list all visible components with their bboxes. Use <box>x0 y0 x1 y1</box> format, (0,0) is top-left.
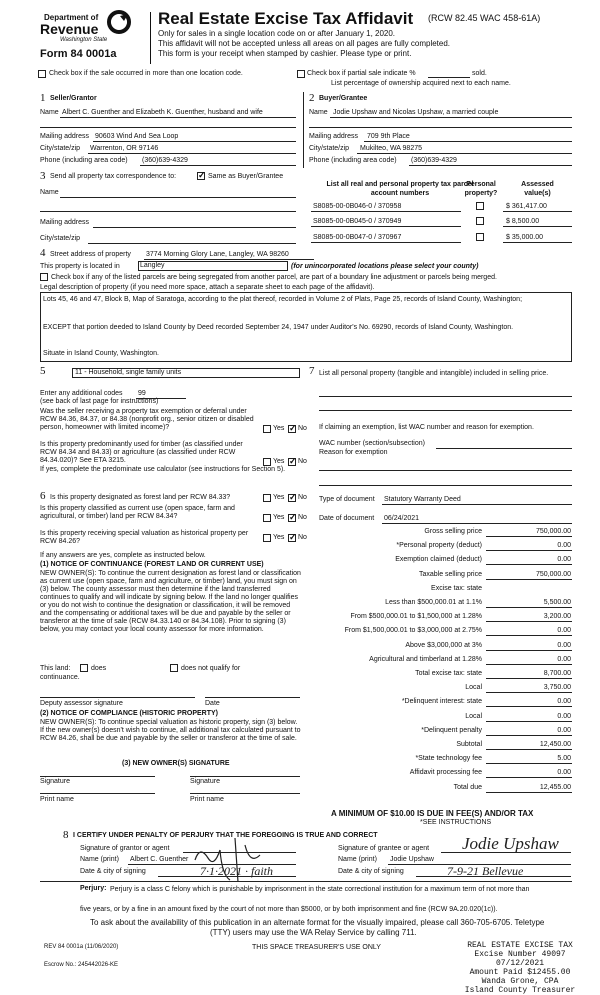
see-instructions-note: *SEE INSTRUCTIONS <box>420 819 492 826</box>
tax-row-value[interactable]: 0.00 <box>557 769 571 776</box>
section3-number: 3 <box>40 170 46 182</box>
current-use-question: Is this property classified as current use (open space, farm and agricultural, or timber) land per RCW 84.34? <box>40 505 235 520</box>
notice-compliance-heading: (2) NOTICE OF COMPLIANCE (HISTORIC PROPERTY) <box>40 710 218 717</box>
same-as-buyer-label: Same as Buyer/Grantee <box>208 173 284 180</box>
deputy-signature-label: Deputy assessor signature <box>40 700 123 707</box>
buyer-name-label: Name <box>309 109 328 116</box>
tax-row-label: Total due <box>453 784 482 791</box>
tax-row-value[interactable]: 0.00 <box>557 642 571 649</box>
seller-phone-label: Phone (including area code) <box>40 157 128 164</box>
corr-city-label: City/state/zip <box>40 235 81 242</box>
forest-question: Is this property designated as forest land per RCW 84.33? <box>50 494 231 501</box>
alt-format-text-1: To ask about the availability of this publication in an alternate format for the visually impaired, please call 360-705-6705. Teletype <box>90 918 545 927</box>
grantor-name-label: Name (print) <box>80 856 119 863</box>
segregated-checkbox[interactable] <box>40 273 48 281</box>
buyer-mailing-label: Mailing address <box>309 133 359 140</box>
treasurer-use-label: THIS SPACE TREASURER'S USE ONLY <box>252 944 381 951</box>
yes-label: Yes <box>273 494 285 501</box>
no-label: No <box>298 514 307 521</box>
tax-row-label: Total excise tax: state <box>415 670 482 677</box>
statute: (RCW 82.45 WAC 458-61A) <box>428 13 541 23</box>
buyer-mailing-field[interactable]: 709 9th Place <box>367 133 410 140</box>
grantor-date-label: Date & city of signing <box>80 868 146 875</box>
new-owner-signature-heading: (3) NEW OWNER(S) SIGNATURE <box>122 760 230 767</box>
continuance-label: continuance. <box>40 674 80 681</box>
tax-row-value[interactable]: 0.00 <box>557 556 571 563</box>
same-as-buyer-checkbox[interactable] <box>197 172 205 180</box>
current-use-no-checkbox[interactable] <box>288 514 296 522</box>
land-use-select[interactable] <box>72 368 300 378</box>
personal-property-checkbox[interactable] <box>476 217 484 225</box>
legal-text-1: Lots 45, 46 and 47, Block B, Map of Saratoga, according to the plat thereof, recorded in Volume 2 of Plats, Page 25, records of Island County, Washington; <box>43 296 523 303</box>
seller-number: 1 <box>40 92 46 104</box>
tax-row-value[interactable]: 0.00 <box>557 713 571 720</box>
tax-row-label: Agricultural and timberland at 1.28% <box>369 656 482 663</box>
partial-sale-label: Check box if partial sale indicate % <box>307 70 416 77</box>
timber-note: If yes, complete the predominate use calculator (see instructions for Section 5). <box>40 466 286 473</box>
seller-mailing-field[interactable]: 90603 Wind And Sea Loop <box>95 133 179 140</box>
dept-line2: Revenue <box>40 21 99 37</box>
located-note: (for unincorporated locations please select your county) <box>291 263 479 270</box>
forest-no-checkbox[interactable] <box>288 494 296 502</box>
tax-row-value[interactable]: 12,450.00 <box>539 741 571 748</box>
location-select[interactable] <box>138 261 288 271</box>
stamp-line: 07/12/2021 <box>495 959 544 968</box>
timber-yes-checkbox[interactable] <box>263 458 271 466</box>
notice-compliance-text: NEW OWNER(S): To continue special valuation as historic property, sign (3) below. If the new owner(s) doesn't wish to continue, all additional tax calculated pursuant to RCW 84.26, shall be due and payable by the seller or transferor at the time of sale. <box>40 719 301 742</box>
form-number: Form 84 0001a <box>40 48 117 60</box>
seller-name-field[interactable]: Albert C. Guenther and Elizabeth K. Guenther, husband and wife <box>62 109 263 116</box>
section3-text: Send all property tax correspondence to: <box>50 173 177 180</box>
forest-yes-checkbox[interactable] <box>263 494 271 502</box>
wac-label: WAC number (section/subsection) <box>319 440 425 447</box>
section6-number: 6 <box>40 490 46 502</box>
tax-row-label: Less than $500,000.01 at 1.1% <box>385 599 482 606</box>
tax-row-value[interactable]: 0.00 <box>557 727 571 734</box>
tax-row-value[interactable]: 0.00 <box>557 698 571 705</box>
yes-label: Yes <box>273 514 285 521</box>
reason-label: Reason for exemption <box>319 449 388 456</box>
escrow-number: Escrow No.: 245442026-KE <box>44 962 119 968</box>
tax-row-label: Affidavit processing fee <box>409 769 482 776</box>
tax-row-value[interactable]: 5,500.00 <box>543 599 571 606</box>
section4-number: 4 <box>40 247 46 259</box>
seller-city-label: City/state/zip <box>40 145 81 152</box>
grantor-name-field[interactable]: Albert C. Guenther <box>130 856 189 863</box>
section8-number: 8 <box>63 829 69 841</box>
grantee-name-field[interactable]: Jodie Upshaw <box>390 856 434 863</box>
owner-print-name-label-1: Print name <box>40 796 74 803</box>
doc-type-label: Type of document <box>319 496 375 503</box>
doc-type-field[interactable]: Statutory Warranty Deed <box>384 496 461 503</box>
notice-continuance-text: NEW OWNER(S): To continue the current designation as forest land or classification as current use (open space, farm and agriculture, or timber) land, you must sign on (3) below. The county assessor must then determine if the land transferred continues to qualify and will indicate by signing below. If the land no longer qualifies or you do not wish to continue the designation or classification, it will be removed and the compensating or additional taxes will be due and payable by the seller or transferor at the time of sale (RCW 84.33.140 or 84.34.108). Prior to signing (3) below, you may contact your local county assessor for more information. <box>40 570 301 633</box>
legal-text-3: Situate in Island County, Washington. <box>43 350 159 357</box>
location-value: Langley <box>140 262 165 269</box>
stamp-line: Amount Paid $12455.00 <box>469 968 571 977</box>
legal-label: Legal description of property (if you need more space, attach a separate sheet to each page of the affidavit). <box>40 284 375 291</box>
street-label: Street address of property <box>50 251 131 258</box>
does-checkbox[interactable] <box>80 664 88 672</box>
assessed-value[interactable]: $ 361,417.00 <box>506 203 547 210</box>
corr-name-label: Name <box>40 189 59 196</box>
tax-row-label: Gross selling price <box>424 528 482 535</box>
tax-row-value[interactable]: 3,200.00 <box>543 613 571 620</box>
located-label: This property is located in <box>40 263 120 270</box>
assessed-col-header: Assessed value(s) <box>521 181 554 197</box>
dept-line3: Washington State <box>60 37 108 43</box>
page-title: Real Estate Excise Tax Affidavit <box>158 9 414 28</box>
perjury-heading: Perjury: <box>80 885 107 892</box>
grantee-date-label: Date & city of signing <box>338 868 404 875</box>
parcel-account[interactable]: S8085-00-0B046-0 / 370958 <box>313 203 402 210</box>
tax-row-label: Above $3,000,000 at 3% <box>405 642 482 649</box>
legal-description-field[interactable] <box>40 292 572 362</box>
washington-logo-icon <box>108 11 130 33</box>
stamp-line: REAL ESTATE EXCISE TAX <box>467 941 573 950</box>
certify-heading: I CERTIFY UNDER PENALTY OF PERJURY THAT THE FOREGOING IS TRUE AND CORRECT <box>73 832 378 839</box>
no-label: No <box>298 425 307 432</box>
buyer-phone-field[interactable]: (360)639-4329 <box>411 157 457 164</box>
personal-property-checkbox[interactable] <box>476 233 484 241</box>
tax-row-value[interactable]: 0.00 <box>557 656 571 663</box>
notice-continuance-heading: (1) NOTICE OF CONTINUANCE (FOREST LAND OR CURRENT USE) <box>40 561 264 568</box>
tax-row-value[interactable]: 8,700.00 <box>543 670 571 677</box>
perjury-text-2: five years, or by a fine in an amount fixed by the court of not more than $5000, or by both imprisonment and fine (RCW 9A.20.020(1c)). <box>80 906 498 913</box>
assessed-value[interactable]: $ 8,500.00 <box>506 218 540 225</box>
header-note2: This affidavit will not be accepted unless all areas on all pages are fully completed. <box>158 39 451 48</box>
exemption-note: If claiming an exemption, list WAC number and reason for exemption. <box>319 424 534 431</box>
buyer-number: 2 <box>309 92 315 104</box>
tax-row-label: Excise tax: state <box>431 585 482 592</box>
personal-property-label: List all personal property (tangible and intangible) included in selling price. <box>319 370 549 377</box>
corr-mailing-label: Mailing address <box>40 219 90 226</box>
owner-signature-label-1: Signature <box>40 778 70 785</box>
tax-row-value[interactable]: 0.00 <box>557 627 571 634</box>
stamp-line: Wanda Grone, CPA <box>481 977 559 986</box>
tax-row-value[interactable]: 750,000.00 <box>535 571 571 578</box>
tax-row-value[interactable]: 5.00 <box>557 755 571 762</box>
grantor-signature-label: Signature of grantor or agent <box>80 845 170 852</box>
street-field[interactable]: 3774 Morning Glory Lane, Langley, WA 98260 <box>146 251 289 258</box>
grantee-name-label: Name (print) <box>338 856 377 863</box>
multi-location-checkbox[interactable] <box>38 70 46 78</box>
perjury-text-1: Perjury is a class C felony which is punishable by imprisonment in the state correctional institution for a maximum term of not more than <box>110 886 530 893</box>
codes-note: (see back of last page for instructions) <box>40 398 159 405</box>
buyer-name-field[interactable]: Jodie Upshaw and Nicolas Upshaw, a married couple <box>333 109 499 116</box>
alt-format-text-2: (TTY) users may use the WA Relay Service by calling 711. <box>210 928 417 937</box>
treasurer-stamp <box>455 941 585 995</box>
yes-label: Yes <box>273 458 285 465</box>
tax-row-value[interactable]: 750,000.00 <box>535 528 571 535</box>
tax-row-label: *State technology fee <box>415 755 482 762</box>
multi-location-label: Check box if the sale occurred in more than one location code. <box>49 70 243 77</box>
ownership-note: List percentage of ownership acquired next to each name. <box>331 80 511 87</box>
historic-yes-checkbox[interactable] <box>263 534 271 542</box>
exemption-question: Was the seller receiving a property tax exemption or deferral under RCW 84.36, 84.37, or 84.38 (nonprofit org., senior citizen or disabled person, homeowner with limited income)? <box>40 408 254 431</box>
exemption-no-checkbox[interactable] <box>288 425 296 433</box>
tax-row-label: Local <box>465 713 482 720</box>
land-use-value: 11 - Household, single family units <box>75 369 182 376</box>
yes-label: Yes <box>273 534 285 541</box>
buyer-city-label: City/state/zip <box>309 145 350 152</box>
tax-row-value[interactable]: 3,750.00 <box>543 684 571 691</box>
doc-date-label: Date of document <box>319 515 375 522</box>
grantee-date-field[interactable]: 7-9-21 Bellevue <box>447 864 524 878</box>
assessed-value[interactable]: $ 35,000.00 <box>506 234 543 241</box>
historic-no-checkbox[interactable] <box>288 534 296 542</box>
seller-heading: Seller/Grantor <box>50 95 97 102</box>
timber-no-checkbox[interactable] <box>288 458 296 466</box>
current-use-yes-checkbox[interactable] <box>263 514 271 522</box>
minimum-due-note: A MINIMUM OF $10.00 IS DUE IN FEE(S) AND/OR TAX <box>331 809 534 818</box>
tax-row-label: From $1,500,000.01 to $3,000,000 at 2.75% <box>344 627 482 634</box>
this-land-label: This land: <box>40 665 71 672</box>
buyer-phone-label: Phone (including area code) <box>309 157 397 164</box>
header-note1: Only for sales in a single location code on or after January 1, 2020. <box>158 29 396 38</box>
personal-property-checkbox[interactable] <box>476 202 484 210</box>
does-not-checkbox[interactable] <box>170 664 178 672</box>
tax-row-label: Exemption claimed (deduct) <box>395 556 482 563</box>
stamp-line: Excise Number 49097 <box>474 950 566 959</box>
if-yes-note: If any answers are yes, complete as instructed below. <box>40 552 206 559</box>
exemption-yes-checkbox[interactable] <box>263 425 271 433</box>
no-label: No <box>298 458 307 465</box>
historic-question: Is this property receiving special valuation as historical property per RCW 84.26? <box>40 530 249 545</box>
legal-text-2: EXCEPT that portion deeded to Island County by Deed recorded September 24, 1947 under Auditor's No. 69290, records of Island County, Washington. <box>43 324 514 331</box>
section7-number: 7 <box>309 365 315 377</box>
seller-mailing-label: Mailing address <box>40 133 90 140</box>
owner-signature-label-2: Signature <box>190 778 220 785</box>
buyer-heading: Buyer/Grantee <box>319 95 368 102</box>
sold-label: sold. <box>472 70 487 77</box>
seller-name-label: Name <box>40 109 59 116</box>
yes-label: Yes <box>273 425 285 432</box>
partial-sale-checkbox[interactable] <box>297 70 305 78</box>
tax-row-label: From $500,000.01 to $1,500,000 at 1.28% <box>350 613 482 620</box>
tax-row-label: *Personal property (deduct) <box>396 542 482 549</box>
stamp-line: Island County Treasurer <box>464 986 576 995</box>
parcel-col-header: List all real and personal property tax parcel account numbers <box>326 181 474 197</box>
parcel-account[interactable]: S8085-00-0B045-0 / 370949 <box>313 218 402 225</box>
tax-row-label: Subtotal <box>456 741 482 748</box>
tax-row-label: Taxable selling price <box>418 571 482 578</box>
grantee-signature[interactable]: Jodie Upshaw <box>462 834 559 853</box>
buyer-city-field[interactable]: Mukilteo, WA 98275 <box>360 145 422 152</box>
timber-question: Is this property predominantly used for timber (as classified under RCW 84.34 and 84.33) or agriculture (as classified under RCW 84.34.020)? See ETA 3215. <box>40 441 243 464</box>
seller-city-field[interactable]: Warrenton, OR 97146 <box>90 145 159 152</box>
no-label: No <box>298 534 307 541</box>
tax-row-label: *Delinquent interest: state <box>401 698 482 705</box>
personal-col-header: Personal property? <box>464 181 498 197</box>
seller-phone-field[interactable]: (360)639-4329 <box>142 157 188 164</box>
parcel-account[interactable]: S8085-00-0B047-0 / 370967 <box>313 234 402 241</box>
tax-row-label: Local <box>465 684 482 691</box>
deputy-date-label: Date <box>205 700 220 707</box>
tax-row-value[interactable]: 12,455.00 <box>539 784 571 791</box>
tax-row-value[interactable]: 0.00 <box>557 542 571 549</box>
dept-line1: Department of <box>44 13 99 22</box>
does-not-label: does not qualify for <box>181 665 241 672</box>
grantor-date-field[interactable]: 7·1·2021 · faith <box>200 864 274 878</box>
segregated-label: Check box if any of the listed parcels are being segregated from another parcel, are part of a boundary line adjustment or parcels being merged. <box>51 274 497 281</box>
no-label: No <box>298 494 307 501</box>
codes-label: Enter any additional codes <box>40 390 123 397</box>
tax-row-label: *Delinquent penalty <box>421 727 482 734</box>
doc-date-field[interactable]: 06/24/2021 <box>384 515 420 522</box>
revision-label: REV 84 0001a (11/06/2020) <box>44 944 119 950</box>
section5-number: 5 <box>40 365 46 377</box>
owner-print-name-label-2: Print name <box>190 796 224 803</box>
grantee-signature-label: Signature of grantee or agent <box>338 845 430 852</box>
does-label: does <box>91 665 107 672</box>
codes-field[interactable]: 99 <box>138 390 146 397</box>
header-note3: This form is your receipt when stamped by cashier. Please type or print. <box>158 49 412 58</box>
